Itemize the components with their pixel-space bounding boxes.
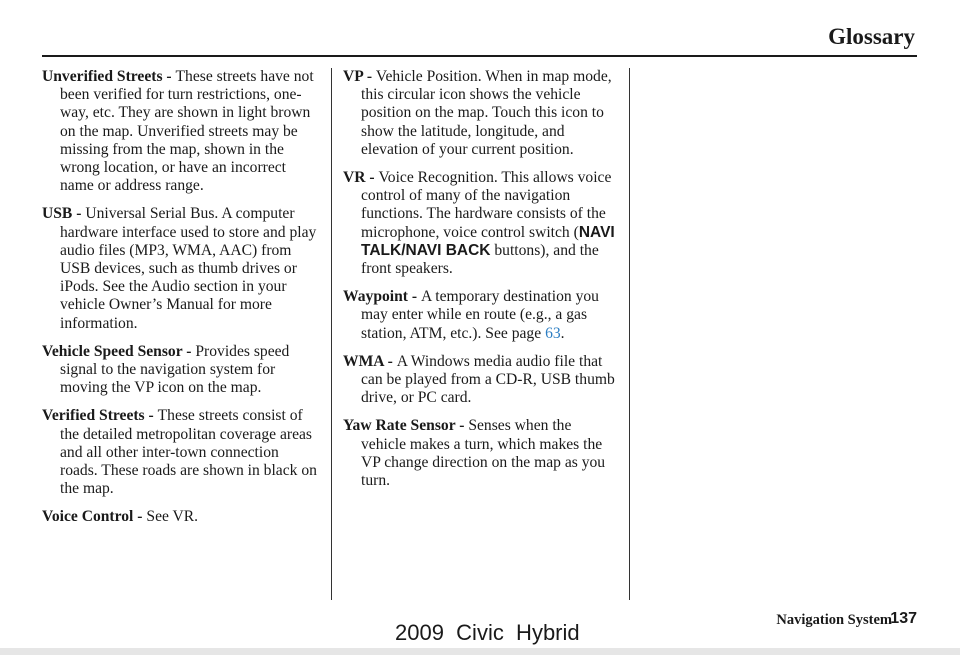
glossary-definition: Provides speed signal to the navigation system for moving the VP icon on the map. <box>60 342 290 397</box>
page-number: 137 <box>890 610 917 627</box>
glossary-definition: See VR. <box>146 508 199 526</box>
glossary-entry-yaw-rate-sensor <box>343 417 619 490</box>
glossary-term: WMA - <box>343 352 397 370</box>
glossary-entry-voice-control <box>42 508 318 526</box>
glossary-entry-vr <box>343 169 619 278</box>
glossary-term: VP - <box>343 68 376 85</box>
glossary-definition: These streets have not been verified for turn restrictions, one-way, etc. They are shown in light brown on the map. Unverified streets may be missing from the map, shown in the wrong location, or have an incorrect name or address range. <box>60 68 314 195</box>
glossary-entry-vehicle-speed-sensor <box>42 343 318 398</box>
navi-back-button-label: NAVI BACK <box>405 241 491 259</box>
button-separator: / <box>401 241 406 259</box>
glossary-definition: Voice Recognition. This allows voice control of many of the navigation functions. The hardware consists of the microphone, voice control switch ( <box>361 169 612 241</box>
glossary-entry-waypoint <box>343 288 619 343</box>
sentence-end: . <box>560 324 565 342</box>
glossary-term: Yaw Rate Sensor - <box>343 417 469 435</box>
glossary-definition: Senses when the vehicle makes a turn, which makes the VP change direction on the map as you turn. <box>361 417 606 490</box>
page-title: Glossary <box>828 24 915 49</box>
glossary-entry-unverified-streets <box>42 68 318 195</box>
glossary-term: Vehicle Speed Sensor - <box>42 342 196 360</box>
glossary-term: VR - <box>343 169 379 187</box>
glossary-term: Waypoint - <box>343 288 421 306</box>
glossary-definition: Vehicle Position. When in map mode, this circular icon shows the vehicle position on the map. Touch this icon to show the latitude, longitude, and elevation of your current position. <box>361 68 612 158</box>
header-rule <box>42 55 917 57</box>
watermark-text: 2009 Civic Hybrid <box>395 620 580 645</box>
glossary-entry-wma <box>343 353 619 408</box>
glossary-term: Unverified Streets - <box>42 68 176 85</box>
column-divider-right <box>629 68 630 600</box>
glossary-entry-vp <box>343 68 619 159</box>
glossary-definition: A Windows media audio file that can be played from a CD-R, USB thumb drive, or PC card. <box>361 352 615 407</box>
glossary-definition: Universal Serial Bus. A computer hardware interface used to store and play audio files (MP3, WMA, AAC) from USB devices, such as thumb drives or iPods. See the Audio section in your vehicle Owner’s Manual for more information. <box>60 205 317 332</box>
watermark-bar <box>0 648 960 655</box>
glossary-term: USB - <box>42 205 86 223</box>
glossary-definition: A temporary destination you may enter while en route (e.g., a gas station, ATM, etc.). See page <box>361 288 599 342</box>
glossary-definition: These streets consist of the detailed metropolitan coverage areas and all other inter-town connection roads. These roads are shown in black on the map. <box>60 407 317 498</box>
page-reference-link[interactable]: 63 <box>545 324 561 342</box>
glossary-term: Verified Streets - <box>42 407 158 425</box>
footer-section-label: Navigation System <box>776 612 892 628</box>
navi-talk-button-label: NAVI TALK <box>361 223 615 259</box>
glossary-term: Voice Control - <box>42 508 147 526</box>
glossary-entry-verified-streets <box>42 407 318 498</box>
glossary-definition-end: buttons), and the front speakers. <box>361 241 599 278</box>
column-divider-left <box>331 68 332 600</box>
glossary-column-left <box>42 68 318 537</box>
glossary-entry-usb <box>42 205 318 332</box>
glossary-column-middle <box>343 68 619 500</box>
